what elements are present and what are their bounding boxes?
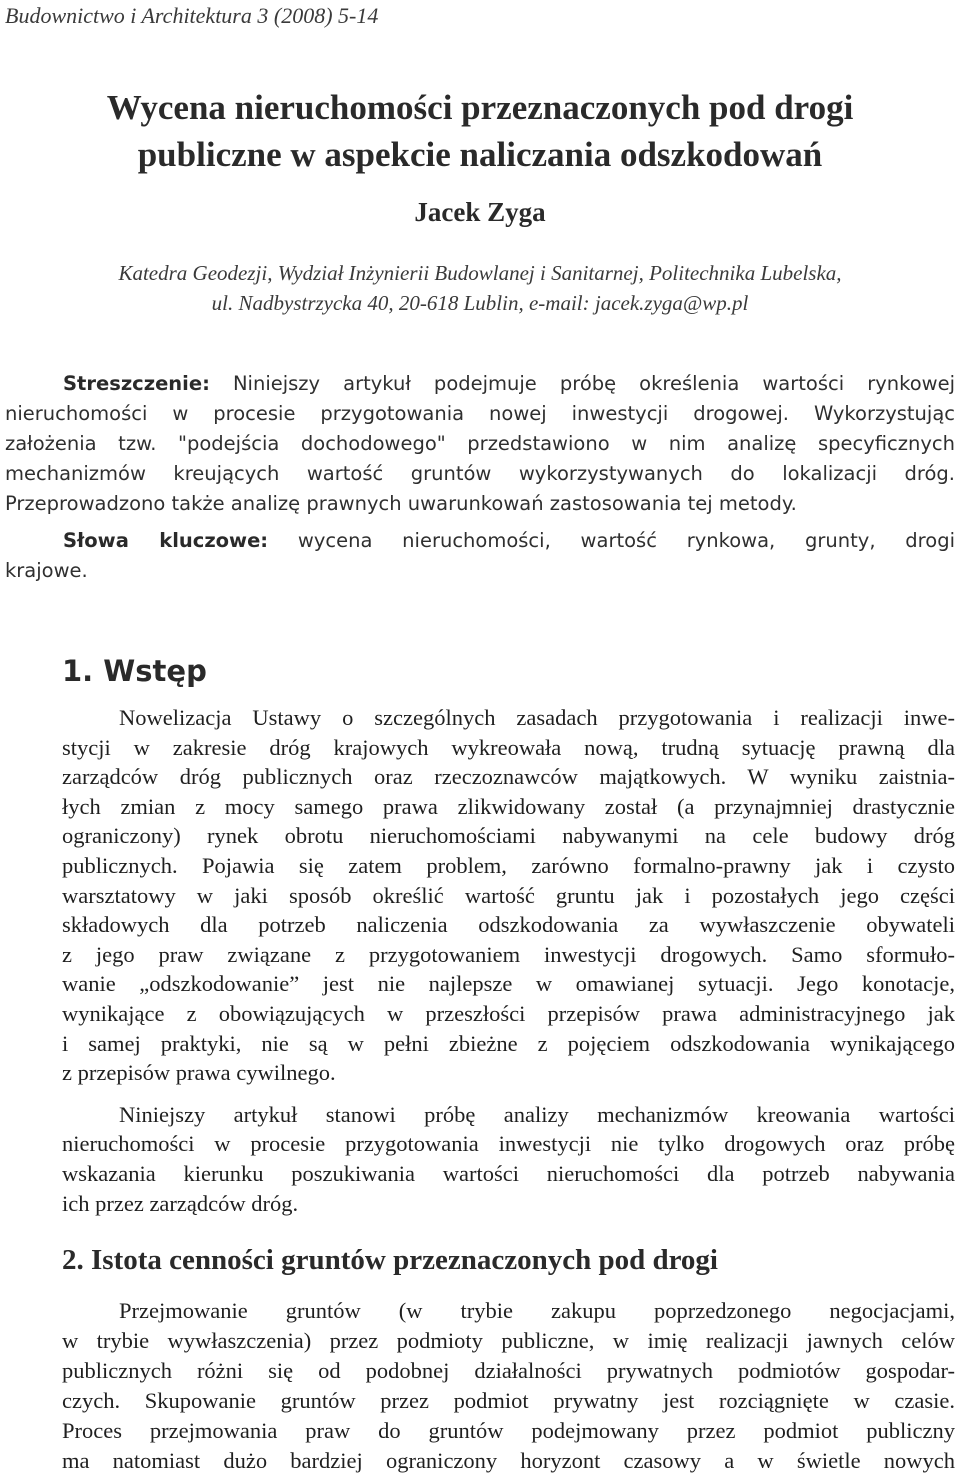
abstract-text: Niniejszy artykuł podejmuje próbę określenia wartości rynkowej (232, 372, 955, 395)
title-line: Wycena nieruchomości przeznaczonych pod drogi (106, 88, 854, 127)
abstract-line: mechanizmów kreujących wartość gruntów wykorzystywanych do lokalizacji dróg. (5, 462, 955, 485)
body-line: Niniejszy artykuł stanowi próbę analizy mechanizmów kreowania wartości (119, 1101, 955, 1127)
body-line: wynikające z obowiązujących w przeszłości przepisów prawa administracyjnego jak (62, 1000, 955, 1026)
keywords-label: Słowa kluczowe: (63, 529, 269, 552)
body-line: z przepisów prawa cywilnego. (62, 1060, 336, 1086)
paper-title (0, 84, 960, 178)
journal-header: Budownictwo i Architektura 3 (2008) 5-14 (5, 3, 379, 28)
body-line: zarządców dróg publicznych oraz rzeczoznawców majątkowych. W wyniku zaistnia- (62, 764, 955, 790)
abstract-line: nieruchomości w procesie przygotowania nowej inwestycji drogowej. Wykorzystując (5, 402, 955, 425)
affiliation (0, 258, 960, 318)
abstract-line: Przeprowadzono także analizę prawnych uwarunkowań zastosowania tej metody. (5, 492, 797, 515)
section-heading: 1. Wstęp (62, 654, 207, 688)
body-paragraph (5, 703, 955, 1088)
abstract-line (5, 369, 955, 399)
keywords-text: wycena nieruchomości, wartość rynkowa, grunty, drogi (297, 529, 955, 552)
abstract-block (5, 369, 955, 586)
affiliation-line: ul. Nadbystrzycka 40, 20-618 Lublin, e-mail: jacek.zyga@wp.pl (211, 291, 749, 315)
keywords-line: krajowe. (5, 559, 88, 582)
section-body (5, 1296, 955, 1476)
body-line: wskazania kierunku poszukiwania wartości nieruchomości dla potrzeb nabywania (62, 1160, 955, 1186)
body-line: ma natomiast dużo bardziej ograniczony horyzont czasowy a w świetle nowych (62, 1448, 955, 1473)
section-body (5, 703, 955, 1218)
abstract-label: Streszczenie: (63, 372, 210, 395)
body-line: Przejmowanie gruntów (w trybie zakupu poprzedzonego negocjacjami, (119, 1298, 955, 1323)
section-heading: 2. Istota cenności gruntów przeznaczonych pod drogi (62, 1244, 718, 1276)
body-line: ich przez zarządców dróg. (62, 1190, 299, 1216)
body-paragraph (5, 1296, 955, 1476)
body-line: Proces przejmowania praw do gruntów podejmowany przez podmiot publiczny (62, 1418, 955, 1443)
body-line: stycji w zakresie dróg krajowych wykreowała nową, trudną sytuację prawną dla (62, 734, 955, 760)
body-line: z jego praw związane z przygotowaniem inwestycji drogowych. Samo sformuło- (62, 941, 955, 967)
keywords-line (5, 526, 955, 556)
body-line: nieruchomości w procesie przygotowania inwestycji nie tylko drogowych oraz próbę (62, 1131, 955, 1157)
body-line: składowych dla potrzeb naliczenia odszkodowania za wywłaszczenie obywateli (62, 912, 955, 938)
body-line: publicznych różni się od podobnej działalności prywatnych podmiotów gospodar- (62, 1358, 955, 1383)
author-name: Jacek Zyga (414, 197, 546, 227)
abstract-line: założenia tzw. "podejścia dochodowego" przedstawiono w nim analizę specyficznych (5, 432, 955, 455)
body-paragraph (5, 1100, 955, 1218)
body-line: wanie „odszkodowanie” jest nie najlepsze w omawianej sytuacji. Jego konotacje, (62, 971, 955, 997)
body-line: publicznych. Pojawia się zatem problem, zarówno formalno-prawny jak i czysto (62, 852, 955, 878)
affiliation-line: Katedra Geodezji, Wydział Inżynierii Budowlanej i Sanitarnej, Politechnika Lubelska, (118, 261, 842, 285)
body-line: czych. Skupowanie gruntów przez podmiot prywatny jest rozciągnięte w czasie. (62, 1388, 955, 1413)
body-line: Nowelizacja Ustawy o szczególnych zasadach przygotowania i realizacji inwe- (119, 705, 955, 730)
body-line: ograniczony) rynek obrotu nieruchomościami nabywanymi na cele budowy dróg (62, 823, 955, 849)
abstract-paragraph (5, 369, 955, 519)
keywords-paragraph (5, 526, 955, 586)
body-line: w trybie wywłaszczenia) przez podmioty publiczne, w imię realizacji jawnych celów (62, 1328, 955, 1353)
body-line: łych zmian z mocy samego prawa zlikwidowany został (a przynajmniej drastycznie (62, 793, 955, 819)
body-line: warsztatowy w jaki sposób określić wartość gruntu jak i pozostałych jego części (62, 882, 955, 908)
title-line: publiczne w aspekcie naliczania odszkodowań (137, 135, 823, 174)
body-line: i samej praktyki, nie są w pełni zbieżne z pojęciem odszkodowania wynikającego (62, 1030, 955, 1056)
